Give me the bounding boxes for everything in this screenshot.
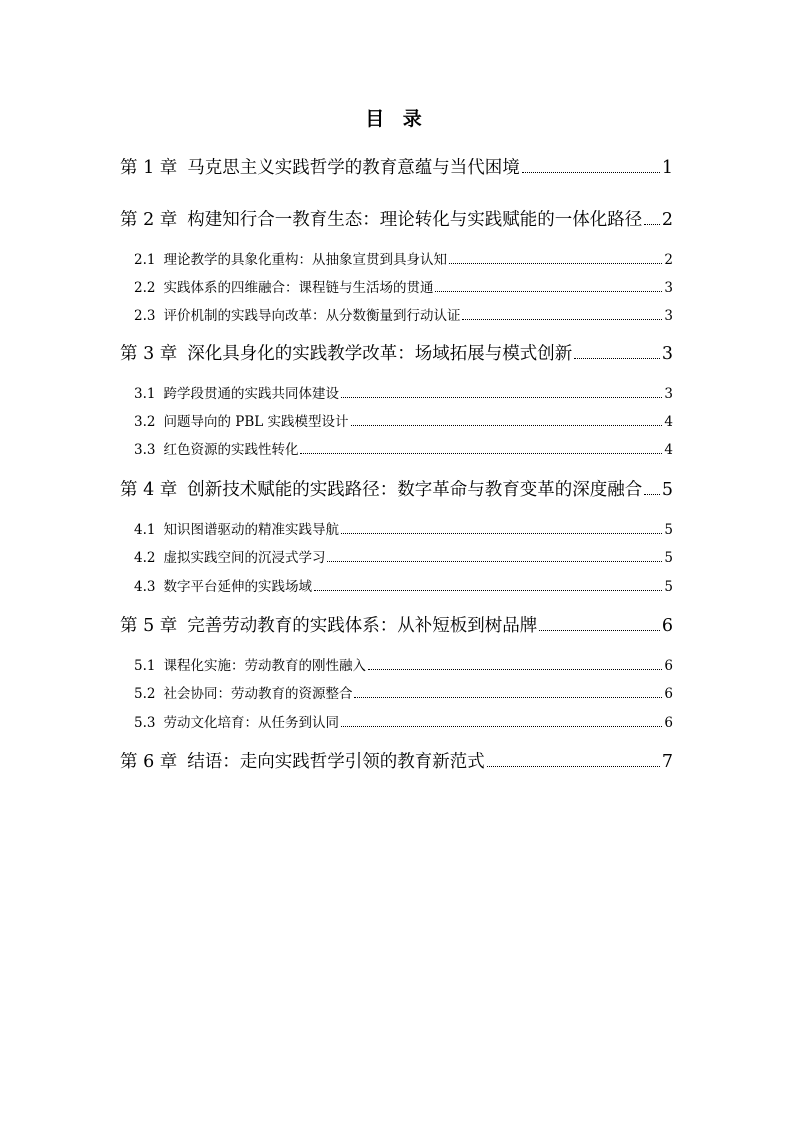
toc-entry-title: 评价机制的实践导向改革：从分数衡量到行动认证	[163, 308, 461, 324]
toc-entry-title: 结语：走向实践哲学引领的教育新范式	[187, 752, 485, 772]
toc-entry-title: 理论教学的具象化重构：从抽象宣贯到具身认知	[163, 252, 447, 268]
toc-entry-page: 4	[664, 442, 673, 458]
toc-entry-number: 2.2	[134, 280, 156, 296]
toc-section-4-3[interactable]	[134, 575, 673, 595]
toc-entry-number: 第 5 章	[120, 616, 178, 636]
page-title: 目 录	[365, 108, 428, 130]
toc-chapter-5[interactable]	[120, 612, 673, 637]
toc-chapter-6[interactable]	[120, 748, 673, 773]
toc-entry-title: 马克思主义实践哲学的教育意蕴与当代困境	[187, 158, 520, 178]
toc-entry-page: 3	[664, 280, 673, 296]
dot-leader	[327, 560, 662, 562]
toc-section-2-2[interactable]	[134, 276, 673, 296]
toc-entry-number: 5.3	[134, 715, 156, 731]
toc-entry-number: 2.1	[134, 252, 156, 268]
toc-entry-number: 3.3	[134, 442, 156, 458]
toc-entry-page: 6	[661, 616, 673, 636]
toc-section-4-1[interactable]	[134, 518, 673, 538]
dot-leader	[449, 262, 662, 264]
toc-entry-number: 3.2	[134, 414, 156, 430]
toc-entry-title: 跨学段贯通的实践共同体建设	[163, 386, 339, 402]
toc-entry-title: 构建知行合一教育生态：理论转化与实践赋能的一体化路径	[187, 210, 643, 230]
toc-entry-number: 2.3	[134, 308, 156, 324]
dot-leader	[354, 696, 662, 698]
toc-section-2-3[interactable]	[134, 304, 673, 324]
dot-leader	[341, 396, 662, 398]
dot-leader	[462, 318, 662, 320]
toc-entry-title: 劳动文化培育：从任务到认同	[163, 715, 339, 731]
toc-entry-page: 6	[664, 715, 673, 731]
dot-leader	[351, 424, 663, 426]
toc-entry-number: 5.2	[134, 686, 156, 702]
dot-leader	[314, 589, 662, 591]
toc-entry-number: 第 3 章	[120, 344, 178, 364]
toc-entry-number: 4.1	[134, 522, 156, 538]
toc-entry-title: 虚拟实践空间的沉浸式学习	[163, 550, 326, 566]
toc-entry-number: 4.3	[134, 579, 156, 595]
toc-entry-number: 5.1	[134, 658, 156, 674]
toc-entry-title: 创新技术赋能的实践路径：数字革命与教育变革的深度融合	[187, 480, 643, 500]
dot-leader	[574, 357, 660, 359]
dot-leader	[644, 223, 660, 225]
toc-section-3-2[interactable]	[134, 410, 673, 430]
dot-leader	[539, 629, 660, 631]
toc-entry-title: 知识图谱驱动的精准实践导航	[163, 522, 339, 538]
toc-entry-title: 红色资源的实践性转化	[163, 442, 299, 458]
dot-leader	[368, 668, 662, 670]
toc-section-5-3[interactable]	[134, 711, 673, 731]
toc-entry-page: 7	[661, 752, 673, 772]
toc-section-3-3[interactable]	[134, 438, 673, 458]
dot-leader	[300, 452, 662, 454]
toc-entry-page: 3	[664, 386, 673, 402]
toc-entry-page: 5	[664, 579, 673, 595]
toc-entry-page: 6	[664, 686, 673, 702]
toc-section-5-2[interactable]	[134, 682, 673, 702]
toc-entry-number: 第 2 章	[120, 210, 178, 230]
dot-leader	[644, 493, 660, 495]
toc-entry-title: 完善劳动教育的实践体系：从补短板到树品牌	[187, 616, 538, 636]
toc-entry-page: 5	[664, 550, 673, 566]
toc-entry-title: 实践体系的四维融合：课程链与生活场的贯通	[163, 280, 434, 296]
dot-leader	[341, 725, 662, 727]
toc-entry-page: 2	[661, 210, 673, 230]
dot-leader	[435, 290, 662, 292]
toc-entry-page: 1	[661, 158, 673, 178]
toc-entry-page: 4	[664, 414, 673, 430]
toc-chapter-1[interactable]	[120, 154, 673, 179]
toc-entry-title: 数字平台延伸的实践场域	[163, 579, 312, 595]
toc-chapter-4[interactable]	[120, 476, 673, 501]
toc-entry-number: 4.2	[134, 550, 156, 566]
toc-entry-page: 2	[664, 252, 673, 268]
toc-entry-number: 3.1	[134, 386, 156, 402]
toc-entry-page: 5	[661, 480, 673, 500]
toc-entry-title: 社会协同：劳动教育的资源整合	[163, 686, 353, 702]
toc-entry-page: 5	[664, 522, 673, 538]
toc-section-3-1[interactable]	[134, 382, 673, 402]
dot-leader	[487, 765, 660, 767]
toc-section-2-1[interactable]	[134, 248, 673, 268]
toc-entry-title: 课程化实施：劳动教育的刚性融入	[163, 658, 366, 674]
toc-entry-title: 问题导向的 PBL 实践模型设计	[163, 414, 349, 430]
dot-leader	[522, 171, 660, 173]
toc-entry-number: 第 6 章	[120, 752, 178, 772]
dot-leader	[341, 532, 662, 534]
toc-entry-page: 3	[664, 308, 673, 324]
toc-section-4-2[interactable]	[134, 546, 673, 566]
toc-entry-page: 3	[661, 344, 673, 364]
toc-entry-title: 深化具身化的实践教学改革：场域拓展与模式创新	[187, 344, 573, 364]
toc-entry-number: 第 4 章	[120, 480, 178, 500]
toc-section-5-1[interactable]	[134, 654, 673, 674]
toc-entry-number: 第 1 章	[120, 158, 178, 178]
toc-entry-page: 6	[664, 658, 673, 674]
toc-chapter-2[interactable]	[120, 206, 673, 231]
toc-chapter-3[interactable]	[120, 340, 673, 365]
